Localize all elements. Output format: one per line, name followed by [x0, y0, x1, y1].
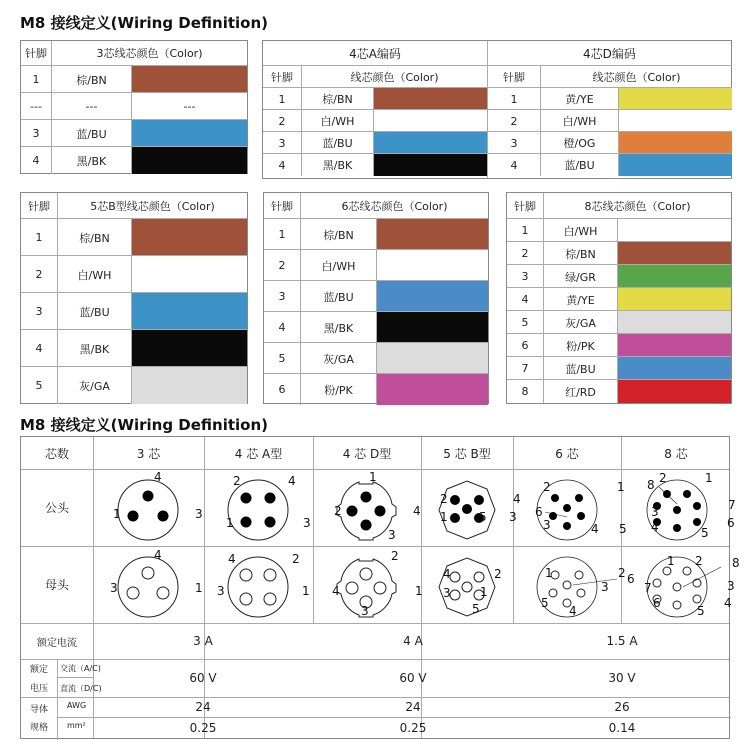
pin-label: 6 — [535, 505, 543, 519]
table-row — [263, 87, 487, 110]
dc-label: 直流（D/C) — [60, 684, 102, 693]
pin-label: 1 — [545, 566, 553, 580]
pin-label: 3 — [651, 505, 659, 519]
pin-label: 4 — [513, 492, 521, 506]
female-3-circle — [118, 557, 178, 617]
wire-label: 灰/GA — [57, 367, 131, 404]
group-header-4a: 4芯A编码 — [349, 46, 401, 61]
wire-label: 灰/GA — [543, 311, 617, 334]
wire-label: 黄/YE — [540, 88, 618, 110]
pin-label: 5 — [479, 510, 487, 524]
color-header: 3芯线芯颜色（Color) — [51, 41, 247, 65]
pin-label: 3 — [388, 528, 396, 542]
pin-label: 3 — [443, 586, 451, 600]
pin-label: 6 — [627, 572, 635, 586]
grid-col-4d: 4 芯 D型 — [342, 446, 392, 461]
female-4a-circle — [228, 557, 288, 617]
wire-label: 红/RD — [543, 380, 617, 403]
color-swatch — [376, 250, 488, 281]
grid-col-4a: 4 芯 A型 — [234, 446, 283, 461]
pin-label: 1 — [667, 554, 675, 568]
wire-label: --- — [51, 93, 131, 120]
pin-number: 4 — [521, 293, 529, 306]
current-1-5a: 1.5 A — [606, 634, 638, 648]
group-header-4d: 4芯D编码 — [487, 41, 731, 65]
voltage-label-2: 电压 — [29, 684, 48, 694]
wire-label: 粉/PK — [300, 374, 376, 405]
connector-grid — [20, 436, 740, 739]
pin-label: 4 — [724, 596, 732, 610]
wire-label: 蓝/BU — [300, 281, 376, 312]
awg-26: 26 — [614, 700, 630, 714]
pin-number: 2 — [35, 268, 43, 281]
pin-label: 2 — [618, 566, 626, 580]
table-row — [21, 329, 247, 367]
pin-label: 5 — [472, 602, 480, 616]
wire-label: 蓝/BU — [540, 154, 618, 176]
color-swatch — [618, 88, 732, 110]
table-row — [488, 109, 732, 132]
pin-label: 5 — [701, 526, 709, 540]
wire-label: 白/WH — [57, 256, 131, 293]
ac-label: 交流（A/C) — [60, 664, 101, 673]
wire-label: 白/WH — [300, 250, 376, 281]
pin-label: 4 — [288, 474, 296, 488]
color-swatch — [618, 154, 732, 176]
pin-label: 2 — [543, 480, 551, 494]
conductor-label-1: 导体 — [29, 704, 48, 715]
pin-number: 2 — [278, 114, 286, 128]
pin-label: 7 — [644, 581, 652, 595]
table-row — [507, 218, 731, 242]
pin-number: 1 — [278, 228, 286, 241]
wire-label: 黑/BK — [301, 154, 373, 176]
color-swatch — [617, 357, 731, 380]
pin-number: 3 — [278, 290, 286, 303]
pin-number: 1 — [32, 73, 40, 86]
wire-label: 黄/YE — [543, 288, 617, 311]
mm2-label: mm² — [67, 721, 86, 730]
pin-label: 4 — [569, 604, 577, 618]
wire-label: 黑/BK — [300, 312, 376, 343]
color-swatch — [373, 132, 487, 154]
pin-label: 3 — [195, 507, 203, 521]
wire-label: 蓝/BU — [51, 120, 131, 147]
pin-number: 3 — [510, 136, 518, 150]
color-swatch — [373, 154, 487, 176]
table-row — [507, 310, 731, 334]
table-row — [507, 241, 731, 265]
table-row — [507, 356, 731, 380]
table-row — [488, 131, 732, 154]
pin-label: 5 — [697, 604, 705, 618]
pin-label: 3 — [303, 516, 311, 530]
table-row — [264, 342, 488, 374]
color-swatch — [376, 343, 488, 374]
wire-label: 黑/BK — [57, 330, 131, 367]
table-8-core — [506, 192, 732, 404]
awg-24-a: 24 — [195, 700, 211, 714]
wire-label: 蓝/BU — [57, 293, 131, 330]
table-row — [507, 264, 731, 288]
grid-col-5: 5 芯 B型 — [443, 446, 491, 461]
color-swatch: --- — [131, 93, 247, 120]
table-row — [488, 153, 732, 176]
color-header: 线芯颜色（Color) — [540, 66, 732, 88]
pin-number: 4 — [278, 158, 286, 172]
male-label: 公头 — [44, 501, 69, 515]
table-row — [21, 146, 247, 174]
grid-col-3: 3 芯 — [136, 446, 161, 461]
wire-label: 棕/BN — [51, 66, 131, 93]
table-row — [264, 311, 488, 343]
pin-label: 3 — [727, 579, 735, 593]
mm2-014: 0.14 — [608, 721, 636, 735]
wire-label: 蓝/BU — [543, 357, 617, 380]
pin-label: 3 — [509, 510, 517, 524]
pin-label: 1 — [369, 470, 377, 484]
female-label: 母头 — [44, 578, 69, 592]
pin-header: 针脚 — [514, 199, 536, 213]
color-swatch — [376, 312, 488, 343]
wire-label: 灰/GA — [300, 343, 376, 374]
conductor-label-2: 规格 — [29, 722, 48, 733]
wire-label: 黑/BK — [51, 147, 131, 174]
table-row — [21, 92, 247, 120]
pin-label: 4 — [228, 552, 236, 566]
grid-col-8: 8 芯 — [664, 446, 688, 461]
pin-label: 1 — [415, 584, 423, 598]
wire-label: 棕/BN — [543, 242, 617, 265]
pin-label: 1 — [113, 507, 121, 521]
pin-number: 4 — [35, 342, 43, 355]
pin-label: 4 — [591, 522, 599, 536]
color-swatch — [617, 288, 731, 311]
awg-label: AWG — [67, 701, 87, 710]
wire-label: 白/WH — [301, 110, 373, 132]
table-row — [263, 153, 487, 176]
pin-label: 4 — [651, 520, 659, 534]
male-3-circle — [118, 480, 178, 540]
pin-label: 1 — [226, 516, 234, 530]
color-swatch — [131, 367, 247, 404]
pin-number: --- — [30, 100, 42, 113]
table-row — [507, 287, 731, 311]
grid-col-6: 6 芯 — [555, 446, 579, 461]
color-swatch — [376, 219, 488, 250]
awg-24-b: 24 — [405, 700, 421, 714]
table-row — [507, 333, 731, 357]
pin-label: 1 — [302, 584, 310, 598]
pin-number: 8 — [521, 385, 529, 398]
pin-number: 6 — [521, 339, 529, 352]
color-swatch — [373, 88, 487, 110]
table-row — [21, 65, 247, 93]
pin-label: 3 — [361, 604, 369, 618]
table-row — [264, 218, 488, 250]
pin-number: 5 — [35, 379, 43, 392]
table-3-core — [20, 40, 248, 174]
pin-label: 2 — [233, 474, 241, 488]
color-swatch — [617, 265, 731, 288]
pin-header: 针脚 — [28, 199, 50, 213]
color-swatch — [618, 110, 732, 132]
color-header: 8芯线芯颜色（Color) — [543, 193, 731, 218]
color-swatch — [131, 147, 247, 174]
pin-number: 2 — [521, 247, 529, 260]
pin-label: 3 — [543, 518, 551, 532]
table-row — [21, 218, 247, 256]
pin-number: 3 — [278, 136, 286, 150]
pin-label: 1 — [480, 585, 488, 599]
color-swatch — [131, 66, 247, 93]
pin-label: 6 — [727, 516, 735, 530]
current-label: 额定电流 — [37, 637, 77, 649]
pin-label: 2 — [391, 549, 399, 563]
pin-label: 2 — [659, 471, 667, 485]
pin-label: 3 — [601, 580, 609, 594]
pin-number: 3 — [32, 127, 40, 140]
wire-label: 蓝/BU — [301, 132, 373, 154]
table-row — [264, 249, 488, 281]
pin-number: 2 — [510, 114, 518, 128]
pin-header: 针脚 — [503, 71, 525, 84]
color-header: 6芯线芯颜色（Color) — [300, 193, 488, 218]
color-swatch — [617, 334, 731, 357]
color-swatch — [617, 219, 731, 242]
table-row — [264, 373, 488, 405]
pin-label: 6 — [653, 596, 661, 610]
male-4a-circle — [228, 480, 288, 540]
pin-label: 4 — [154, 470, 162, 484]
color-swatch — [376, 281, 488, 312]
pin-label: 1 — [195, 581, 203, 595]
wiring-title-bottom: M8 接线定义(Wiring Definition) — [20, 416, 269, 434]
current-4a: 4 A — [403, 634, 423, 648]
pin-header: 针脚 — [271, 71, 293, 84]
table-row — [263, 109, 487, 132]
pin-label: 4 — [443, 567, 451, 581]
pin-number: 2 — [278, 259, 286, 272]
pin-label: 3 — [110, 581, 118, 595]
wire-label: 棕/BN — [57, 219, 131, 256]
pin-number: 6 — [278, 383, 286, 396]
pin-number: 4 — [510, 158, 518, 172]
voltage-label-1: 额定 — [29, 665, 48, 675]
color-swatch — [131, 330, 247, 367]
table-row — [21, 119, 247, 147]
pin-number: 4 — [32, 154, 40, 167]
wire-label: 棕/BN — [301, 88, 373, 110]
wiring-title-top: M8 接线定义(Wiring Definition) — [20, 14, 269, 32]
pin-label: 4 — [413, 504, 421, 518]
pin-label: 2 — [494, 567, 502, 581]
pin-number: 1 — [35, 231, 43, 244]
pin-label: 1 — [440, 510, 448, 524]
color-header: 线芯颜色（Color) — [301, 66, 487, 88]
table-row — [488, 87, 732, 110]
pin-label: 2 — [440, 492, 448, 506]
pin-number: 1 — [278, 92, 286, 106]
pin-label: 1 — [705, 471, 713, 485]
pin-label: 2 — [695, 554, 703, 568]
pin-label: 5 — [619, 522, 627, 536]
wire-label: 白/WH — [543, 219, 617, 242]
pin-number: 5 — [521, 316, 529, 329]
table-row — [507, 379, 731, 403]
pin-number: 3 — [35, 305, 43, 318]
color-swatch — [131, 219, 247, 256]
pin-label: 4 — [332, 584, 340, 598]
color-header: 5芯B型线芯颜色（Color) — [57, 193, 247, 218]
wire-label: 棕/BN — [300, 219, 376, 250]
voltage-60v-a: 60 V — [189, 671, 217, 685]
pin-number: 1 — [521, 224, 529, 237]
pin-label: 8 — [732, 556, 740, 570]
voltage-30v: 30 V — [608, 671, 636, 685]
mm2-025-b: 0.25 — [399, 721, 427, 735]
color-swatch — [131, 256, 247, 293]
color-swatch — [618, 132, 732, 154]
pin-label: 5 — [541, 596, 549, 610]
table-row — [263, 131, 487, 154]
pin-label: 3 — [217, 584, 225, 598]
color-swatch — [373, 110, 487, 132]
color-swatch — [617, 380, 731, 403]
table-6-core — [263, 192, 489, 404]
mm2-025-a: 0.25 — [189, 721, 217, 735]
pin-label: 8 — [647, 478, 655, 492]
pin-header: 针脚 — [25, 47, 47, 60]
pin-label: 2 — [334, 504, 342, 518]
pin-number: 4 — [278, 321, 286, 334]
table-row — [21, 292, 247, 330]
pin-header: 针脚 — [271, 199, 293, 213]
table-row — [21, 366, 247, 404]
wire-label: 粉/PK — [543, 334, 617, 357]
pin-label: 7 — [728, 498, 736, 512]
grid-corner: 芯数 — [44, 446, 69, 461]
table-5-core — [20, 192, 248, 404]
wire-label: 橙/OG — [540, 132, 618, 154]
connector-diagrams — [21, 437, 740, 623]
color-swatch — [131, 293, 247, 330]
pin-label: 4 — [154, 548, 162, 562]
table-4-core — [262, 40, 732, 179]
wire-label: 白/WH — [540, 110, 618, 132]
wire-label: 绿/GR — [543, 265, 617, 288]
color-swatch — [617, 242, 731, 265]
current-3a: 3 A — [193, 634, 213, 648]
table-row — [264, 280, 488, 312]
pin-number: 1 — [510, 92, 518, 106]
pin-label: 1 — [617, 480, 625, 494]
pin-label: 2 — [292, 552, 300, 566]
pin-number: 3 — [521, 270, 529, 283]
pin-number: 7 — [521, 362, 529, 375]
color-swatch — [131, 120, 247, 147]
color-swatch — [617, 311, 731, 334]
color-swatch — [376, 374, 488, 405]
pin-number: 5 — [278, 352, 286, 365]
table-row — [21, 255, 247, 293]
voltage-60v-b: 60 V — [399, 671, 427, 685]
